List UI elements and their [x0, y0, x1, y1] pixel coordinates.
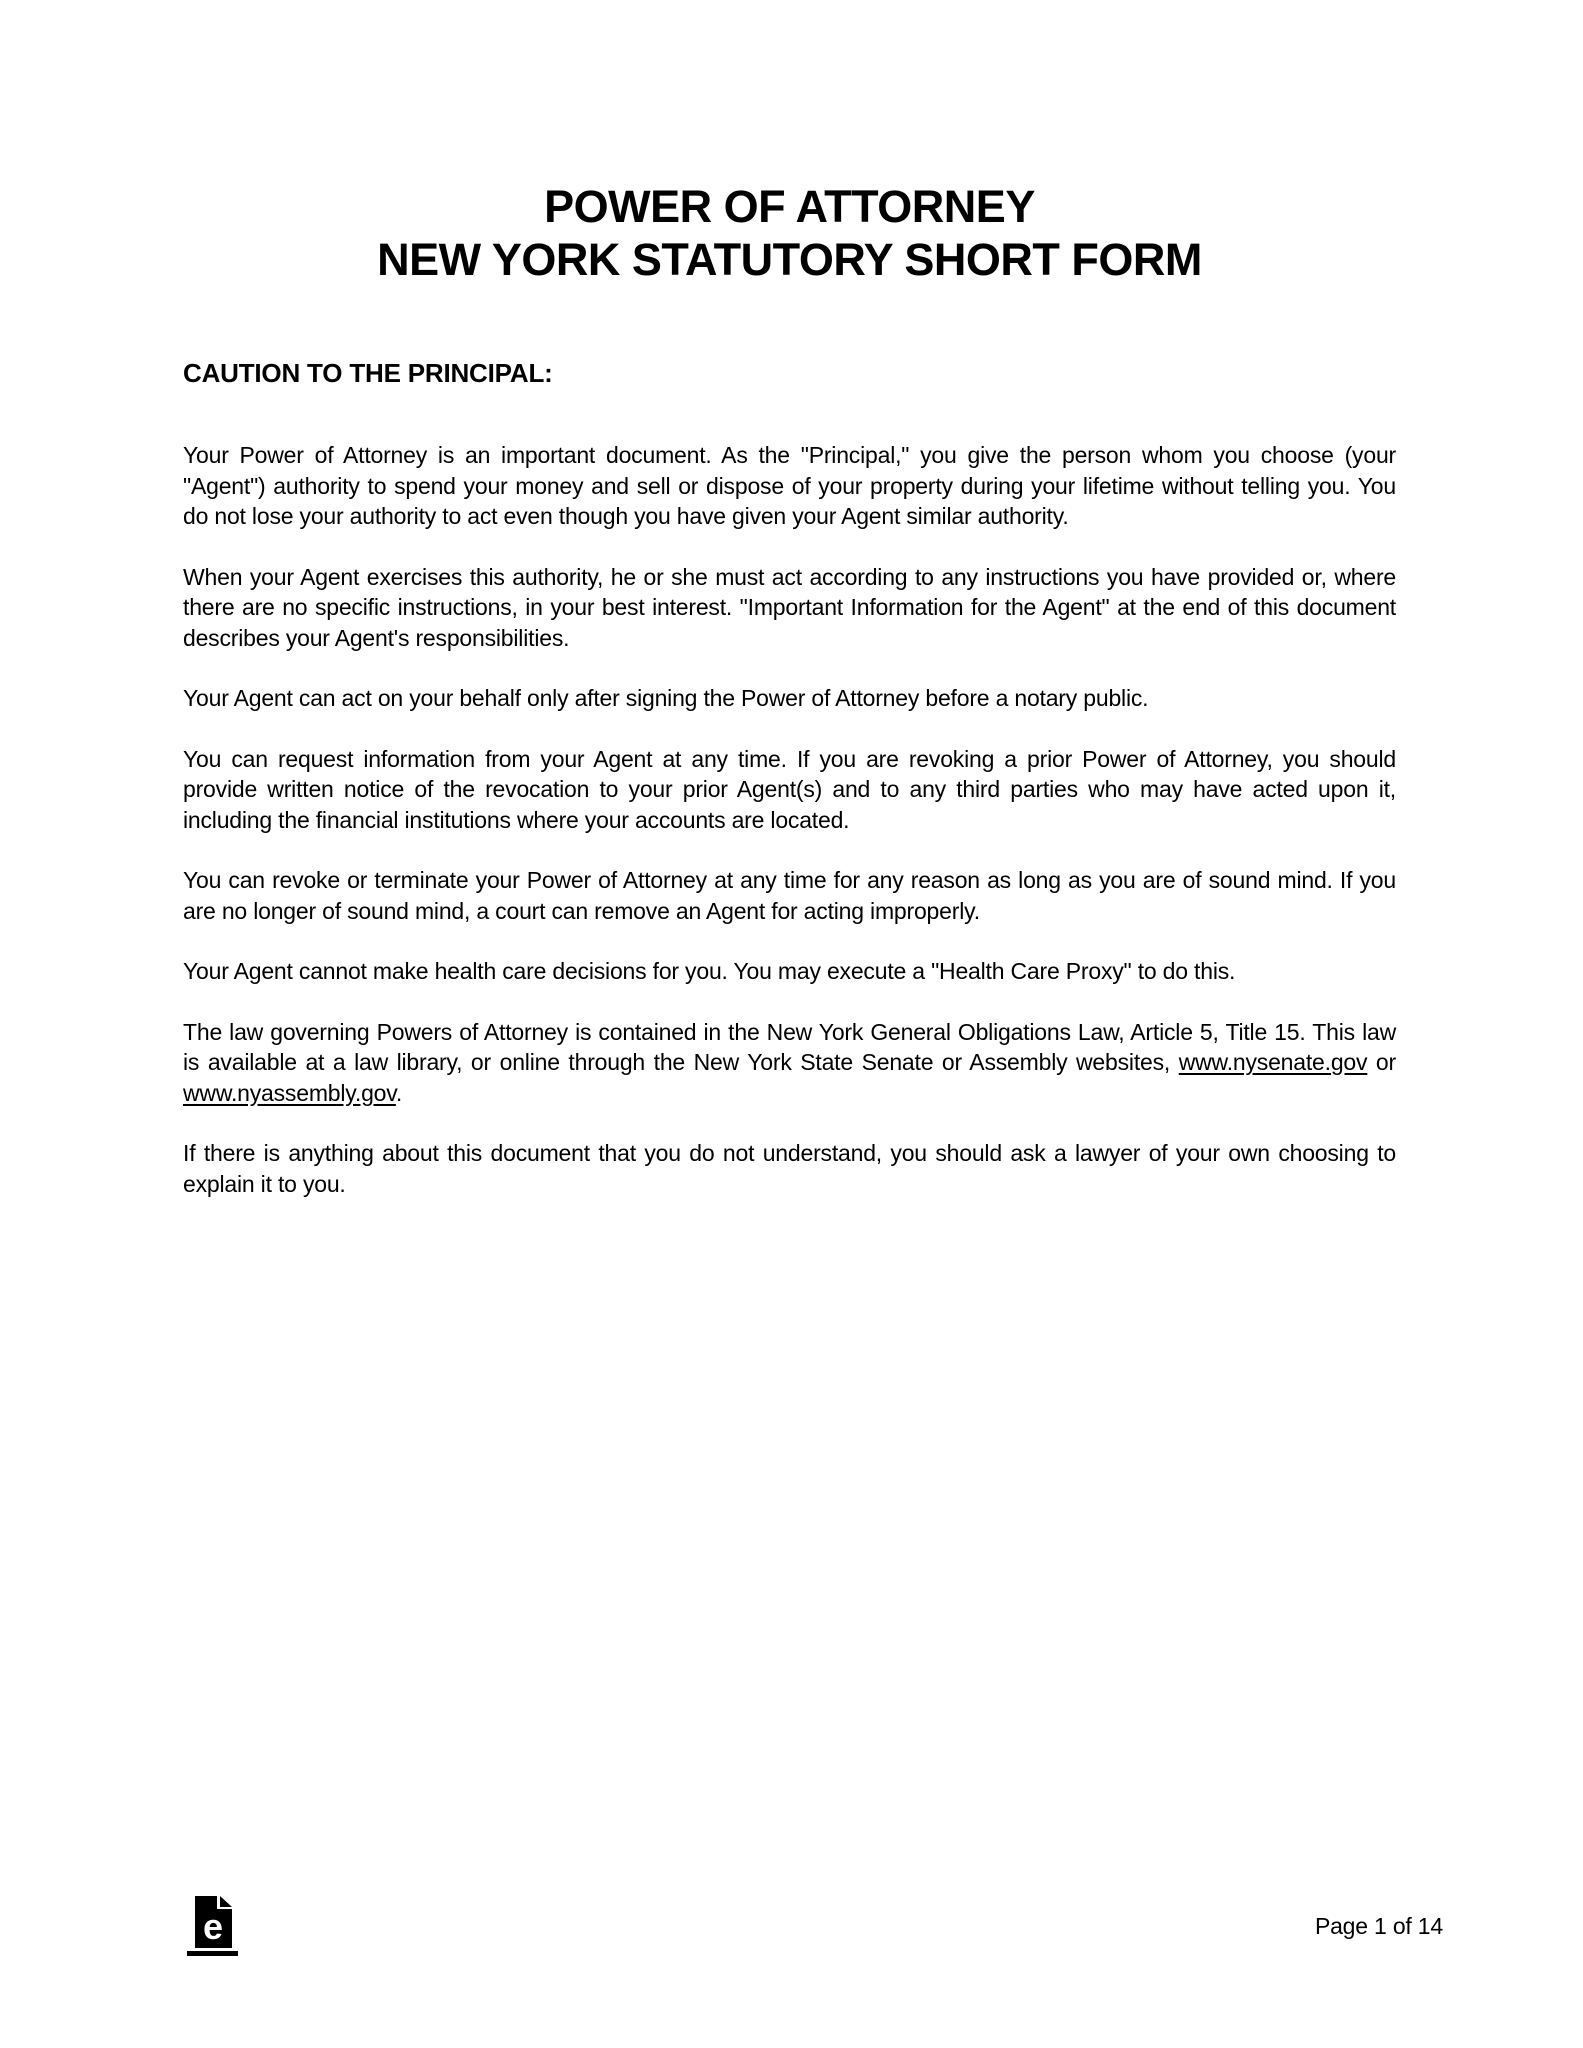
paragraph-agent-exercises-authority: When your Agent exercises this authority, he or she must act according to any instructions you have provided or, where there are no specific instructions, in your best interest. "Important Information for the Agent" at the end of this document describes your Agent's responsibilities. — [183, 563, 1396, 651]
governing-law-or: or — [1367, 1049, 1396, 1075]
caution-heading: CAUTION TO THE PRINCIPAL: — [183, 358, 553, 388]
paragraph-governing-law — [183, 1017, 1396, 1109]
logo-letter: e — [203, 1906, 224, 1947]
title-line-2: NEW YORK STATUTORY SHORT FORM — [377, 234, 1202, 285]
nyassembly-link[interactable]: www.nyassembly.gov — [183, 1079, 396, 1106]
document-page-icon — [195, 1896, 232, 1948]
nysenate-link[interactable]: www.nysenate.gov — [1178, 1049, 1368, 1075]
document-title — [183, 180, 1396, 286]
paragraph-ask-lawyer: If there is anything about this document that you do not understand, you should ask a lawyer of your own choosing to explain it to you. — [183, 1140, 1396, 1197]
page-number: Page 1 of 14 — [1314, 1913, 1443, 1939]
eforms-logo — [187, 1896, 239, 1956]
governing-law-text: The law governing Powers of Attorney is contained in the New York General Obligations Law, Article 5, Title 15. This law is available at a law library, or online through the New York State Senate or Assembly websites, — [183, 1018, 1396, 1075]
paragraph-notary-public: Your Agent can act on your behalf only after signing the Power of Attorney before a notary public. — [183, 685, 1149, 711]
title-line-1: POWER OF ATTORNEY — [544, 181, 1035, 232]
paragraph-health-care-proxy: Your Agent cannot make health care decisions for you. You may execute a "Health Care Proxy" to do this. — [183, 958, 1236, 984]
logo-underline — [187, 1951, 238, 1956]
paragraph-revoke-terminate: You can revoke or terminate your Power of Attorney at any time for any reason as long as you are of sound mind. If you are no longer of sound mind, a court can remove an Agent for acting improperly. — [183, 867, 1396, 924]
paragraph-important-document: Your Power of Attorney is an important document. As the "Principal," you give the person whom you choose (your "Agent") authority to spend your money and sell or dispose of your property during your lifetime without telling you. You do not lose your authority to act even though you have given your Agent similar authority. — [183, 442, 1396, 529]
paragraph-request-information: You can request information from your Agent at any time. If you are revoking a prior Power of Attorney, you should provide written notice of the revocation to your prior Agent(s) and to any third parties who may have acted upon it, including the financial institutions where your accounts are located. — [183, 745, 1396, 833]
document-content — [183, 0, 1396, 1199]
governing-law-period: . — [395, 1079, 403, 1106]
